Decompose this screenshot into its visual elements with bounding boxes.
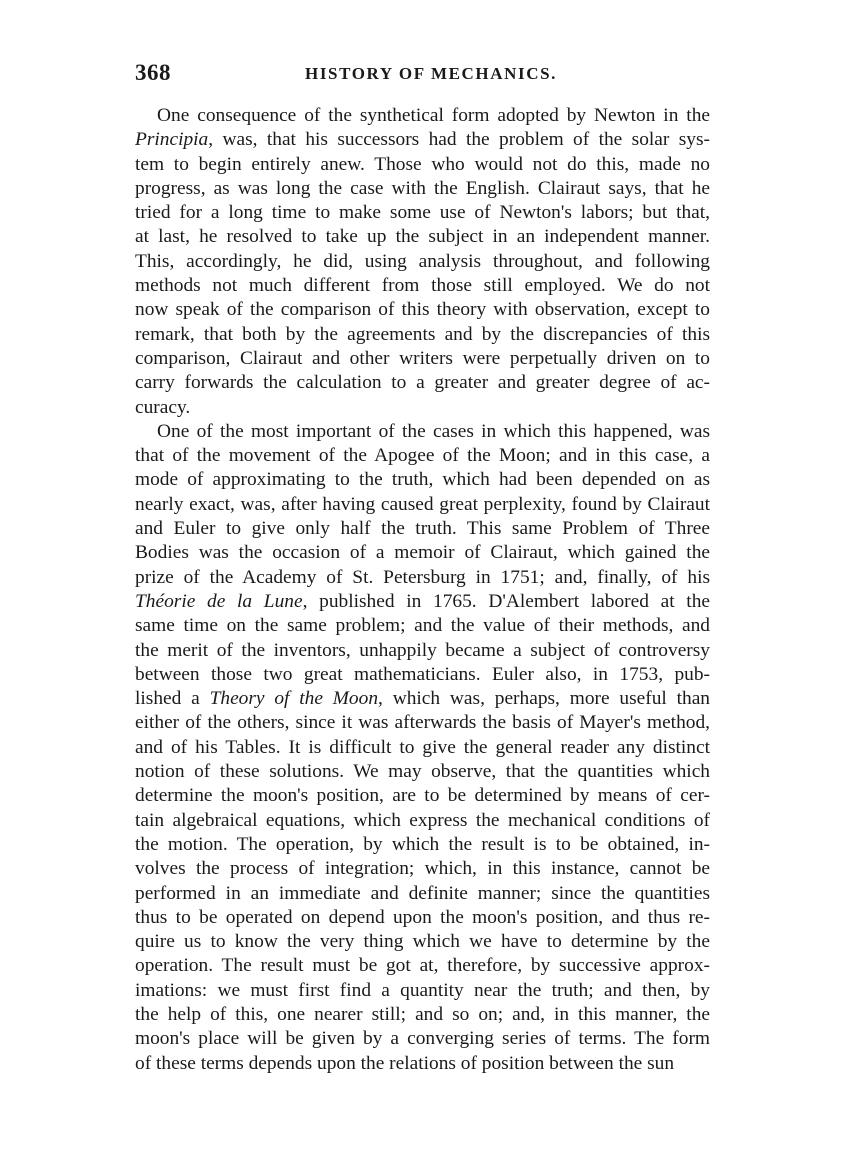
text-line (135, 663, 710, 687)
text-run: mode of approximating to the truth, which had been depended on as (135, 469, 710, 491)
text-run: One consequence of the synthetical form adopted by Newton in the (157, 105, 710, 126)
text-line (135, 104, 710, 128)
text-line (135, 493, 710, 517)
text-run: the help of this, one nearer still; and so on; and, in this manner, the (135, 1003, 710, 1025)
text-run: methods not much different from those still employed. We do not (135, 275, 710, 297)
text-line (135, 201, 710, 225)
paragraph (135, 104, 710, 420)
text-line (135, 420, 710, 444)
text-line (135, 736, 710, 760)
text-line (135, 614, 710, 638)
text-line (135, 954, 710, 978)
text-run: performed in an immediate and definite manner; since the quantities (135, 882, 710, 904)
text-run: prize of the Academy of St. Petersburg in 1751; and, finally, of his (135, 566, 710, 588)
text-run: , which was, perhaps, more useful than (378, 688, 711, 710)
text-run: comparison, Clairaut and other writers were perpetually driven on to (135, 347, 710, 369)
text-run: and of his Tables. It is difficult to give the general reader any distinct (135, 736, 710, 758)
text-run: determine the moon's position, are to be determined by means of cer- (135, 785, 710, 807)
text-line (135, 177, 710, 201)
text-line (135, 784, 710, 808)
text-run: that of the movement of the Apogee of the Moon; and in this case, a (135, 445, 710, 467)
text-run: the motion. The operation, by which the result is to be obtained, in- (135, 833, 710, 855)
text-run: quire us to know the very thing which we have to determine by the (135, 931, 710, 953)
text-run: and Euler to give only half the truth. This same Problem of Three (135, 518, 710, 540)
text-line (135, 468, 710, 492)
paragraph (135, 420, 710, 1076)
text-run: , published in 1765. D'Alembert labored at the (302, 590, 711, 612)
text-line (135, 687, 710, 711)
text-run: volves the process of integration; which, in this instance, cannot be (135, 858, 710, 880)
text-run: imations: we must first find a quantity near the truth; and then, by (135, 979, 710, 1001)
text-line (135, 1052, 710, 1076)
text-run: tem to begin entirely anew. Those who would not do this, made no (135, 153, 710, 175)
text-run: of these terms depends upon the relations of position between the sun (135, 1052, 675, 1074)
text-run: progress, as was long the case with the English. Clairaut says, that he (135, 177, 710, 199)
text-line (135, 517, 710, 541)
text-run: tain algebraical equations, which express the mechanical conditions of (135, 809, 710, 831)
body-text (135, 104, 710, 1076)
text-line (135, 833, 710, 857)
text-run: nearly exact, was, after having caused great perplexity, found by Clairaut (135, 493, 710, 515)
text-run: notion of these solutions. We may observe, that the quantities which (135, 761, 710, 783)
text-line (135, 639, 710, 663)
text-line (135, 566, 710, 590)
text-run: Bodies was the occasion of a memoir of Clairaut, which gained the (135, 542, 710, 564)
text-line (135, 1027, 710, 1051)
text-line (135, 590, 710, 614)
text-run: at last, he resolved to take up the subject in an independent manner. (135, 226, 710, 248)
text-line (135, 1003, 710, 1027)
text-line (135, 250, 710, 274)
text-run: thus to be operated on depend upon the moon's position, and thus re- (135, 906, 710, 928)
text-run: curacy. (135, 396, 191, 418)
text-line (135, 906, 710, 930)
text-line (135, 323, 710, 347)
text-line (135, 930, 710, 954)
page-header (135, 60, 710, 90)
running-head: HISTORY OF MECHANICS. (305, 64, 557, 83)
text-run: tried for a long time to make some use of Newton's labors; but that, (135, 202, 710, 224)
text-line (135, 760, 710, 784)
text-line (135, 298, 710, 322)
text-line (135, 711, 710, 735)
text-run: operation. The result must be got at, therefore, by successive approx- (135, 955, 710, 977)
text-run: between those two great mathematicians. Euler also, in 1753, pub- (135, 663, 710, 685)
text-line (135, 882, 710, 906)
text-line (135, 153, 710, 177)
text-run: carry forwards the calculation to a greater and greater degree of ac- (135, 372, 710, 394)
text-line (135, 857, 710, 881)
text-line (135, 541, 710, 565)
text-run: remark, that both by the agreements and by the discrepancies of this (135, 323, 710, 345)
text-run: This, accordingly, he did, using analysis throughout, and following (135, 250, 710, 272)
page-number: 368 (135, 60, 171, 85)
text-run: the merit of the inventors, unhappily became a subject of controversy (135, 639, 710, 661)
text-line (135, 979, 710, 1003)
text-line (135, 128, 710, 152)
text-line (135, 347, 710, 371)
text-line (135, 371, 710, 395)
text-run: either of the others, since it was afterwards the basis of Mayer's method, (135, 712, 710, 734)
text-run: moon's place will be given by a converging series of terms. The form (135, 1028, 710, 1050)
italic-title: Theory of the Moon (209, 688, 379, 710)
text-run: , was, that his successors had the problem of the solar sys- (208, 129, 710, 151)
text-line (135, 809, 710, 833)
text-line (135, 225, 710, 249)
text-line (135, 274, 710, 298)
text-run: lished a (135, 688, 210, 710)
text-run: now speak of the comparison of this theory with observation, except to (135, 299, 710, 321)
text-run: same time on the same problem; and the value of their methods, and (135, 615, 710, 637)
italic-title: Théorie de la Lune (135, 590, 303, 612)
italic-title: Principia (135, 129, 209, 151)
text-run: One of the most important of the cases in which this happened, was (157, 420, 710, 442)
text-line (135, 396, 710, 420)
text-line (135, 444, 710, 468)
